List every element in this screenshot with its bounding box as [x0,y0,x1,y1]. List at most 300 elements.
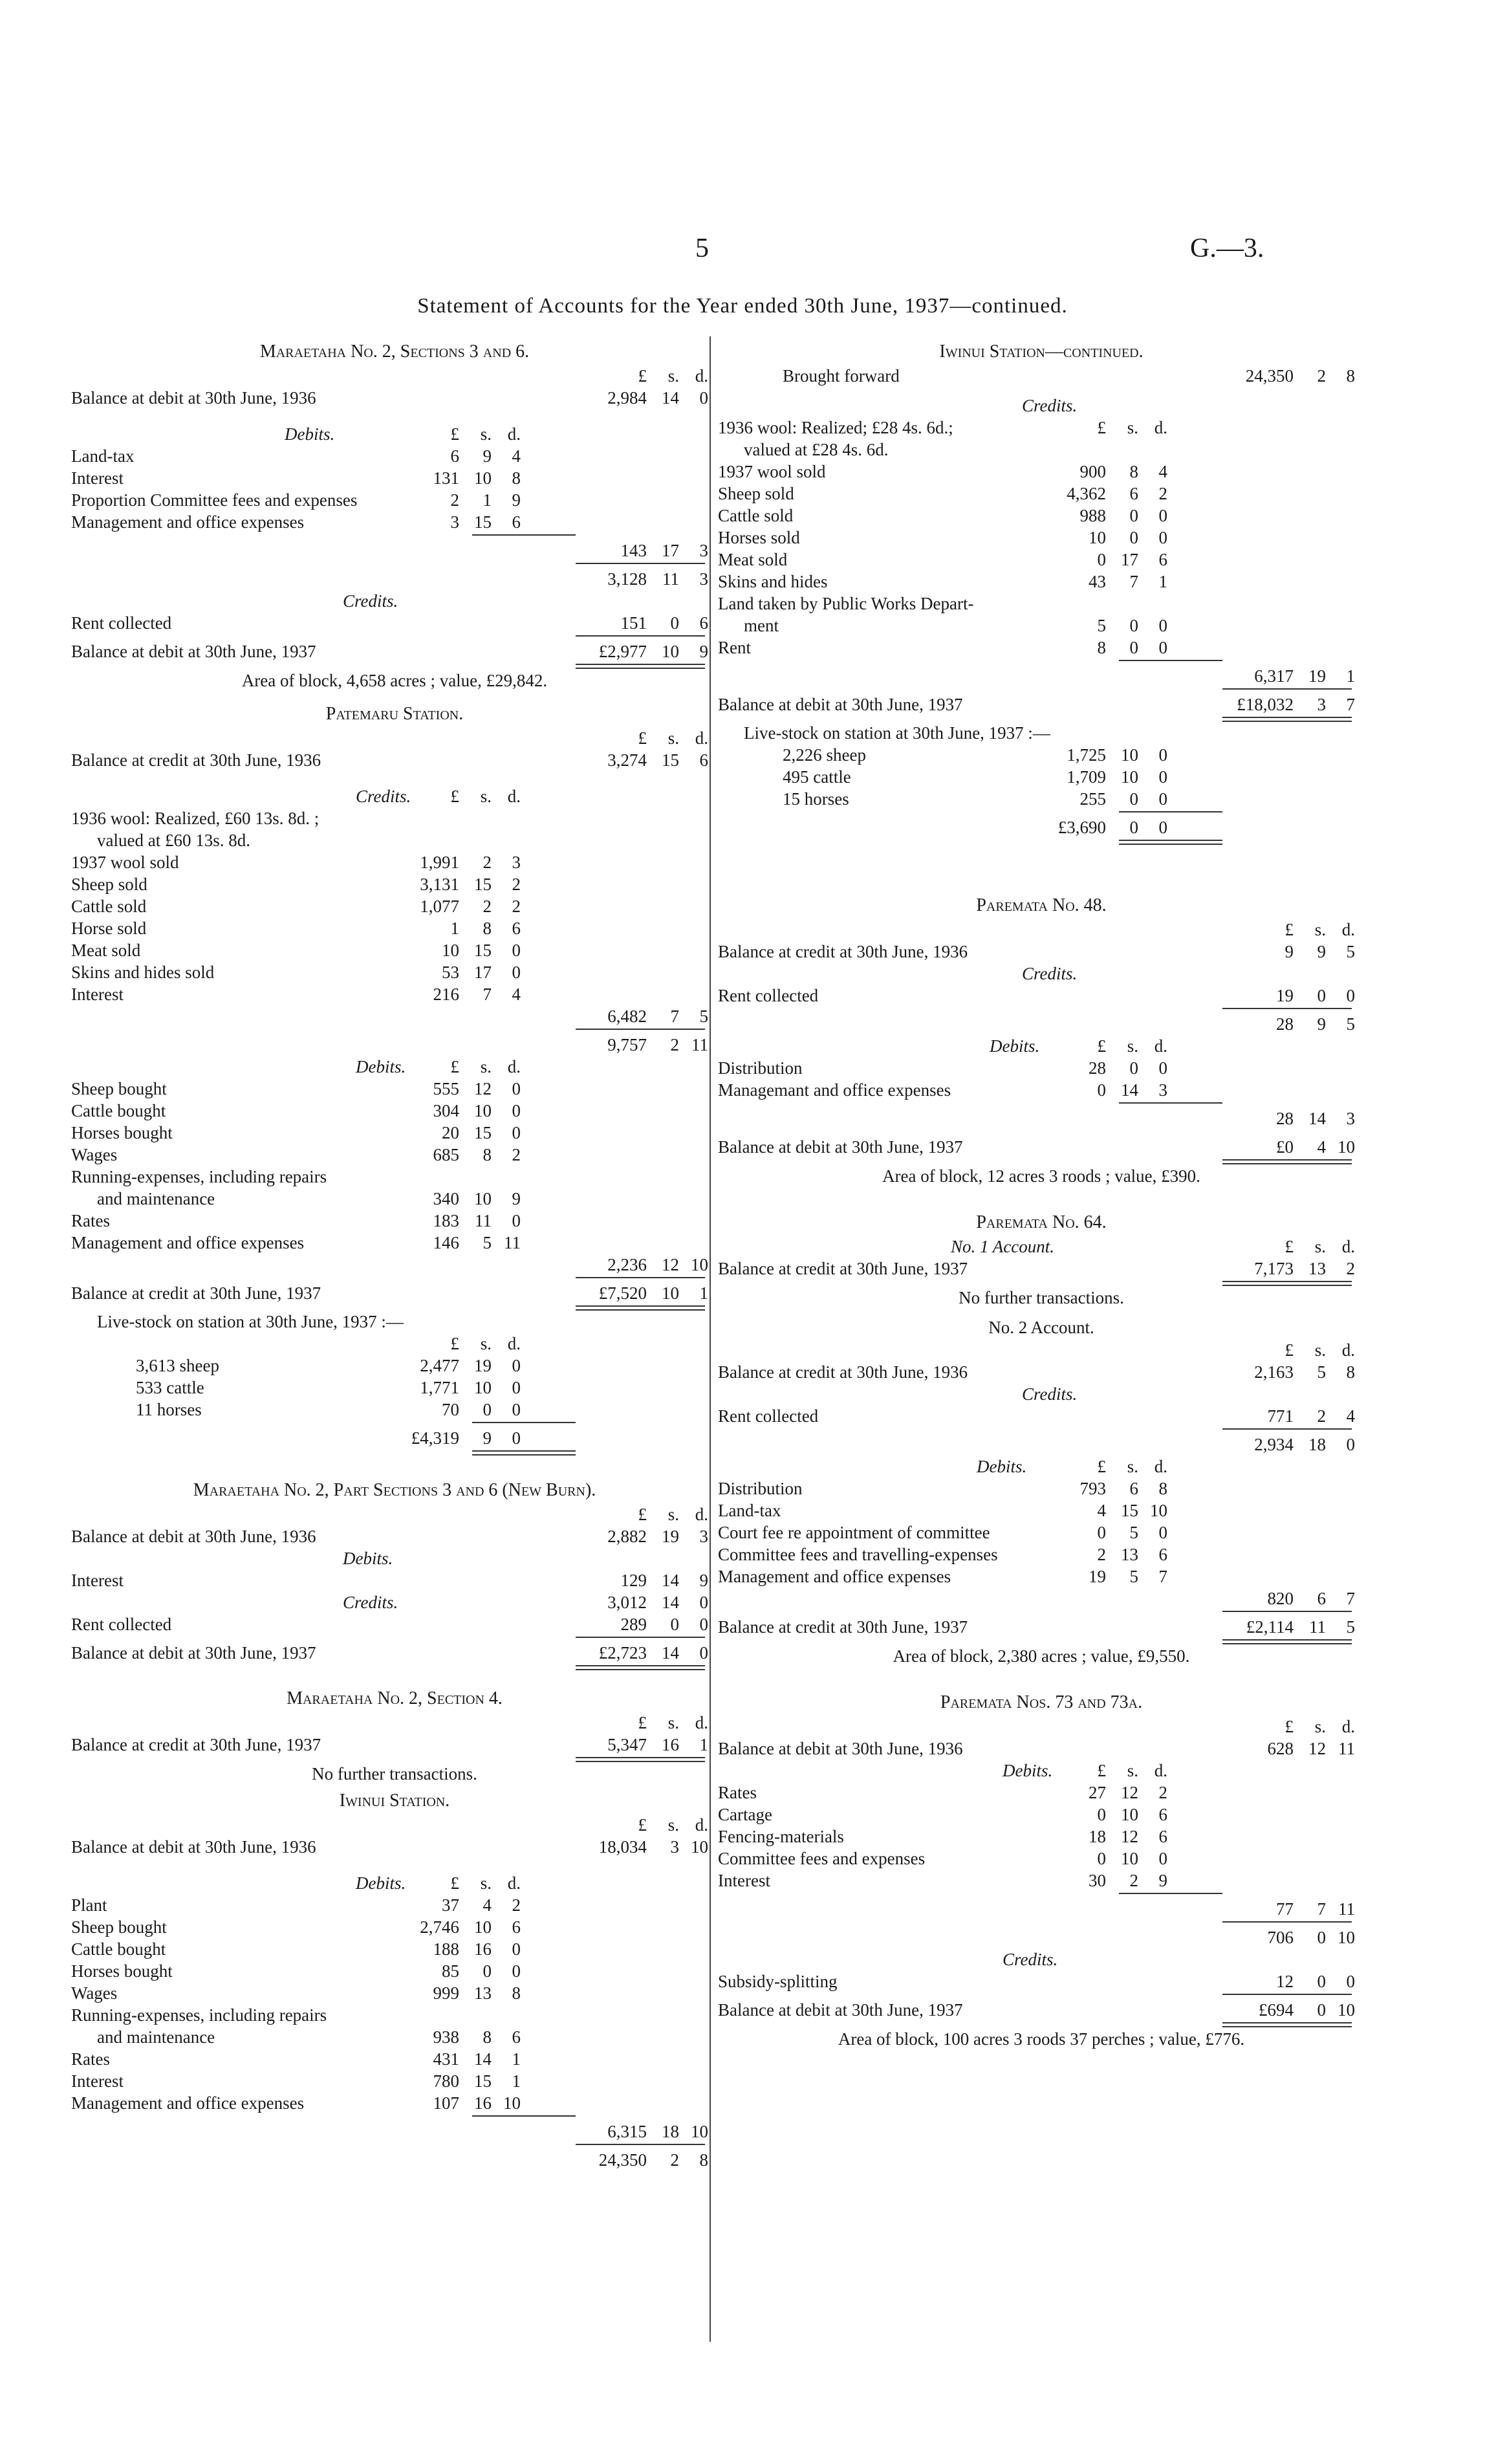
inner-amount-part: 7 [1129,572,1138,591]
inner-amount-part: 15 [474,941,492,960]
row-label: Sheep sold [718,484,794,503]
row-label: Horses bought [71,1123,173,1142]
rule [472,1422,576,1423]
row-label: Court fee re appointment of committee [718,1523,990,1542]
outer-amount-part: 0 [699,388,708,408]
inner-amount-part: 11 [475,1211,492,1230]
rule [576,2144,705,2145]
outer-amount-part: 5 [1346,1617,1355,1637]
ledger-row [71,2092,718,2114]
outer-amount-part: 2,882 [607,1527,647,1546]
inner-amount-part: 14 [1121,1080,1138,1100]
lsd-header-part: s. [480,1057,492,1076]
row-label: Balance at credit at 30th June, 1936 [718,942,968,961]
ledger-row [718,1361,1365,1383]
inner-amount-part: 2 [512,1895,521,1915]
outer-amount-part: 3 [1317,695,1326,714]
ledger-row [71,540,718,561]
inner-amount-part: 6 [1158,550,1167,569]
inner-amount-part: 13 [1121,1545,1138,1564]
outer-amount-part: 3,012 [607,1593,647,1612]
outer-amount-part: 7 [670,1007,679,1026]
outer-amount-part: 24,350 [1245,366,1294,386]
rule [576,1757,705,1762]
ledger-row [71,365,718,387]
inner-amount-part: 20 [442,1123,459,1142]
ledger-row [71,1254,718,1276]
row-label: Land taken by Public Works Depart- [718,594,974,613]
inner-amount-part: 2 [512,1145,521,1164]
outer-amount-part: 8 [1346,366,1355,386]
right-column [718,336,1365,2051]
lsd-header-part: £ [1284,1717,1294,1736]
inner-amount-part: 0 [1158,745,1167,765]
ledger-row [71,1005,718,1027]
rule [576,1029,705,1030]
row-label: Management and office expenses [718,1567,951,1586]
row-label: 2,226 sheep [783,745,866,765]
row-label: Cattle sold [71,897,147,916]
inner-amount-part: 27 [1089,1783,1106,1802]
outer-amount-part: 0 [1317,2000,1326,2020]
inner-amount-part: 0 [512,1079,521,1098]
inner-amount-part: 9 [482,446,492,466]
row-label: Plant [71,1895,107,1915]
lsd-header-part: d. [1341,920,1355,939]
inner-amount-part: 8 [512,1983,521,2003]
inner-amount-part: £4,319 [411,1428,459,1448]
ledger-row [71,1311,718,1333]
outer-amount-part: 10 [1338,1928,1355,1947]
lsd-header-part: d. [507,787,521,806]
ledger-row [71,2070,718,2092]
ledger-row [71,829,718,851]
ledger-row [71,1078,718,1100]
outer-amount-part: 14 [662,1643,679,1663]
inner-amount-part: 0 [1158,1058,1167,1078]
outer-amount-part: 7,173 [1254,1259,1294,1278]
outer-amount-part: 6,315 [607,2122,647,2141]
inner-amount-part: 12 [1121,1827,1138,1846]
row-label: Rent collected [71,613,172,633]
inner-amount-part: 7 [482,985,492,1004]
inner-amount-part: 0 [1158,818,1167,837]
row-label: Cartage [718,1805,772,1824]
lsd-header-part: £ [450,787,459,806]
subhead: Credits. [356,787,411,806]
ledger-row [71,807,718,829]
outer-amount-part: 17 [662,541,679,560]
outer-amount-part: 143 [620,541,647,560]
inner-amount-part: 2 [512,875,521,894]
rule [576,1637,705,1638]
outer-amount-part: 7 [1346,1589,1355,1608]
ledger-row [718,963,1365,985]
row-label: Balance at credit at 30th June, 1937 [718,1617,968,1637]
outer-amount-part: 18 [1308,1435,1326,1454]
outer-amount-part: 11 [662,569,679,589]
inner-amount-part: 8 [482,1145,492,1164]
outer-amount-part: 5 [1346,942,1355,961]
ledger-row [718,365,1365,387]
outer-amount-part: 6,482 [607,1007,647,1026]
ledger-row [718,1434,1365,1456]
outer-amount-part: 2 [1317,366,1326,386]
row-label: Cattle bought [71,1939,166,1959]
ledger-row [71,640,718,662]
lsd-header-part: d. [1154,1761,1167,1780]
row-label: Distribution [718,1479,803,1498]
row-label: Balance at debit at 30th June, 1937 [71,1643,316,1663]
inner-amount-part: 10 [1121,745,1138,765]
outer-amount-part: 14 [1308,1109,1326,1128]
lsd-header-part: d. [695,1815,708,1835]
inner-amount-part: 10 [1150,1501,1167,1520]
inner-amount-part: 1,725 [1067,745,1106,765]
inner-amount-part: 1,709 [1067,767,1106,787]
subhead: Debits. [356,1873,406,1893]
outer-amount-part: 3,274 [607,750,647,770]
ledger-row [718,395,1365,417]
outer-amount-part: 10 [662,1283,679,1303]
lsd-header-part: s. [667,728,679,748]
rule [1222,1994,1352,1995]
row-label: Skins and hides sold [71,963,215,982]
inner-amount-part: 14 [474,2049,492,2069]
outer-amount-part: 5,347 [607,1735,647,1754]
inner-amount-part: 19 [474,1356,492,1375]
ledger-row [71,851,718,873]
inner-amount-part: 780 [433,2071,459,2091]
outer-amount-part: 6 [699,613,708,633]
row-label: Cattle bought [71,1101,166,1120]
inner-amount-part: 6 [512,2027,521,2047]
row-label: Sheep bought [71,1917,167,1937]
subhead: Debits. [343,1549,393,1568]
inner-amount-part: 9 [512,490,521,510]
row-label: Balance at debit at 30th June, 1937 [718,1137,963,1157]
rule [576,1665,705,1670]
row-label: valued at £28 4s. 6d. [744,440,889,459]
outer-amount-part: 4 [1346,1406,1355,1426]
outer-amount-part: 2 [1346,1259,1355,1278]
ledger-row [71,1144,718,1166]
row-label: Management and office expenses [71,512,305,532]
rule [576,1277,705,1278]
inner-amount-part: 1,771 [420,1378,459,1397]
row-label: Interest [71,2071,124,2091]
inner-amount-part: 0 [512,1961,521,1981]
inner-amount-part: 8 [1129,462,1138,481]
rule [1222,688,1352,690]
inner-amount-part: 0 [512,1428,521,1448]
rule [576,1305,705,1311]
ledger-row [718,505,1365,527]
inner-amount-part: 13 [474,1983,492,2003]
outer-amount-part: 14 [662,1571,679,1590]
row-label: Balance at credit at 30th June, 1936 [71,750,321,770]
inner-amount-part: 0 [1097,550,1106,569]
inner-amount-part: 938 [433,2027,459,2047]
spacer [718,1668,1365,1687]
ledger-row [71,785,718,807]
inner-amount-part: 0 [512,1101,521,1120]
area-note: Area of block, 12 acres 3 roods ; value, £390. [882,1166,1200,1186]
spacer [71,1456,718,1475]
row-label: Distribution [718,1058,803,1078]
ledger-row [71,873,718,895]
ledger-row [718,788,1365,810]
rule-row [718,2021,1365,2027]
outer-amount-part: 9 [1317,942,1326,961]
ledger-row [718,637,1365,659]
inner-amount-part: 8 [512,468,521,488]
ledger-row [71,2048,718,2070]
row-label: 1937 wool sold [71,853,179,872]
ledger-row [718,417,1365,439]
rule-row [718,1158,1365,1164]
inner-amount-part: 10 [474,1189,492,1208]
ledger-row [71,590,718,612]
row-label: Interest [71,1571,124,1590]
inner-amount-part: 0 [1158,767,1167,787]
ledger-row [71,895,718,917]
lsd-header-part: s. [480,424,492,444]
area-note: Area of block, 2,380 acres ; value, £9,550. [893,1646,1190,1666]
rule-row [718,1638,1365,1644]
spacer [71,771,718,785]
lsd-header-part: d. [507,424,521,444]
row-label: Horses bought [71,1961,173,1981]
inner-amount-part: 17 [1121,550,1138,569]
spacer [71,1670,718,1683]
row-label: Rent collected [71,1615,172,1634]
inner-amount-part: 6 [512,919,521,938]
section-title: Paremata No. 64. [976,1212,1107,1232]
lsd-header-part: s. [667,1505,679,1524]
row-label: Balance at credit at 30th June, 1937 [71,1735,321,1754]
outer-amount-part: 0 [699,1615,708,1634]
inner-amount-part: 0 [512,1211,521,1230]
ledger-row [718,1970,1365,1992]
inner-amount-part: 6 [1158,1545,1167,1564]
rule-row [71,2142,718,2149]
ledger-row [71,1122,718,1144]
inner-amount-part: 0 [1129,616,1138,635]
outer-amount-part: 19 [662,1527,679,1546]
lsd-header-part: s. [1127,1457,1138,1476]
ledger-row [71,1377,718,1399]
outer-amount-part: 16 [662,1735,679,1754]
ledger-row [71,1100,718,1122]
ledger-row [718,1716,1365,1738]
inner-amount-part: 2 [512,897,521,916]
ledger-row [71,1642,718,1664]
row-label: 1936 wool: Realized, £60 13s. 8d. ; [71,809,320,828]
inner-amount-part: 555 [433,1079,459,1098]
inner-amount-part: 16 [474,1939,492,1959]
inner-amount-part: 10 [474,1378,492,1397]
ledger-row [71,1166,718,1188]
ledger-row [71,423,718,445]
row-label: Committee fees and expenses [718,1849,926,1868]
inner-amount-part: 15 [474,512,492,532]
inner-amount-part: 0 [1158,638,1167,657]
inner-amount-part: 900 [1079,462,1106,481]
inner-amount-part: 0 [1097,1080,1106,1100]
outer-amount-part: 9 [699,642,708,661]
inner-amount-part: 0 [512,1378,521,1397]
outer-amount-part: 2,934 [1254,1435,1294,1454]
ledger-row [718,1948,1365,1970]
ledger-row [718,985,1365,1007]
rule-row [718,1609,1365,1616]
inner-amount-part: 0 [512,941,521,960]
inner-amount-part: 0 [1129,506,1138,525]
outer-amount-part: 0 [1317,1928,1326,1947]
ledger-row [71,1894,718,1916]
inner-amount-part: 11 [504,1233,521,1252]
ledger-row [71,1982,718,2004]
inner-amount-part: 0 [1129,528,1138,547]
ledger-row [718,1057,1365,1079]
lsd-header-part: £ [1097,1761,1106,1780]
ledger-row [718,593,1365,615]
inner-amount-part: 431 [433,2049,459,2069]
spacer [71,1858,718,1872]
outer-amount-part: 8 [699,2150,708,2170]
inner-amount-part: 6 [512,512,521,532]
outer-amount-part: 3,128 [607,569,647,589]
outer-amount-part: 10 [662,642,679,661]
rule [1119,1893,1222,1894]
row-label: Meat sold [71,941,141,960]
rule [1222,1428,1352,1430]
ledger-row [718,941,1365,963]
row-label: Balance at debit at 30th June, 1936 [71,388,316,408]
row-label: Wages [71,1145,118,1164]
ledger-row [718,1804,1365,1826]
outer-amount-part: 2 [1317,1406,1326,1426]
inner-amount-part: 10 [474,1101,492,1120]
rule [576,664,705,669]
spacer [71,692,718,699]
outer-amount-part: 18 [662,2122,679,2141]
row-label: Rates [71,2049,110,2069]
outer-amount-part: 2,984 [607,388,647,408]
inner-amount-part: 10 [1121,767,1138,787]
lsd-header-part: £ [638,728,647,748]
ledger-row [718,615,1365,637]
rule-row [71,1664,718,1670]
outer-amount-part: 2,163 [1254,1362,1294,1382]
ledger-row [71,939,718,961]
ledger-row [71,749,718,771]
ledger-row [71,1591,718,1613]
inner-amount-part: 255 [1079,789,1106,809]
ledger-row [718,1107,1365,1129]
ledger-row [71,1525,718,1547]
outer-amount-part: 289 [620,1615,647,1634]
lsd-header-part: d. [507,1057,521,1076]
rule [1119,811,1222,812]
lsd-header-part: d. [695,728,708,748]
row-label: 11 horses [136,1400,202,1419]
row-label: Subsidy-splitting [718,1972,838,1991]
ledger-row [71,1282,718,1304]
ledger-row [71,917,718,939]
inner-amount-part: 9 [1158,1871,1167,1890]
row-label: Balance at debit at 30th June, 1937 [718,2000,963,2020]
inner-amount-part: 5 [1097,616,1106,635]
outer-amount-part: £2,114 [1246,1617,1294,1637]
outer-amount-part: 11 [691,1035,708,1054]
inner-amount-part: 10 [1121,1805,1138,1824]
ledger-row [718,1236,1365,1258]
inner-amount-part: 30 [1089,1871,1106,1890]
ledger-row [718,1782,1365,1804]
subhead: Credits. [343,1593,398,1612]
row-label: 533 cattle [136,1378,204,1397]
ledger-row [71,1734,718,1756]
rule-row [718,1427,1365,1434]
inner-amount-part: 0 [482,1400,492,1419]
outer-amount-part: £7,520 [598,1283,647,1303]
inner-amount-part: 0 [1158,528,1167,547]
section-title: Iwinui Station. [339,1791,450,1811]
outer-amount-part: 28 [1276,1109,1294,1128]
row-label: and maintenance [97,2027,215,2047]
lsd-header-part: d. [1341,1237,1355,1256]
rule-row [718,715,1365,722]
lsd-header-part: £ [1284,1340,1294,1360]
lsd-header-part: d. [507,1334,521,1353]
inner-amount-part: 10 [1089,528,1106,547]
ledger-row [718,919,1365,941]
outer-amount-part: 6 [1317,1589,1326,1608]
lsd-header-part: s. [1127,1036,1138,1056]
outer-amount-part: £2,977 [598,642,647,661]
ledger-row [71,1355,718,1377]
lsd-header-part: s. [480,787,492,806]
spacer [718,1129,1365,1136]
inner-amount-part: 10 [1121,1849,1138,1868]
subhead: Debits. [990,1036,1040,1056]
inner-amount-part: 10 [442,941,459,960]
row-label: Interest [71,468,124,488]
lsd-header-part: s. [667,366,679,386]
row-label: Interest [718,1871,770,1890]
outer-amount-part: 0 [670,613,679,633]
row-label: Management and office expenses [71,2093,305,2113]
ledger-row [71,387,718,409]
lsd-header-part: £ [1097,1457,1106,1476]
ledger-row [71,1916,718,1938]
subhead: Credits. [1022,964,1078,983]
outer-amount-part: 3 [699,541,708,560]
inner-amount-part: 3 [512,853,521,872]
outer-amount-part: £18,032 [1237,695,1294,714]
row-label: Rates [71,1211,110,1230]
lsd-header-part: s. [1314,920,1326,939]
outer-amount-part: 15 [662,750,679,770]
ledger-row [71,1938,718,1960]
inner-amount-part: 2 [482,853,492,872]
inner-amount-part: 3 [1158,1080,1167,1100]
section-title: Patemaru Station. [325,704,464,724]
outer-amount-part: 3 [699,569,708,589]
ledger-row [71,1712,718,1734]
